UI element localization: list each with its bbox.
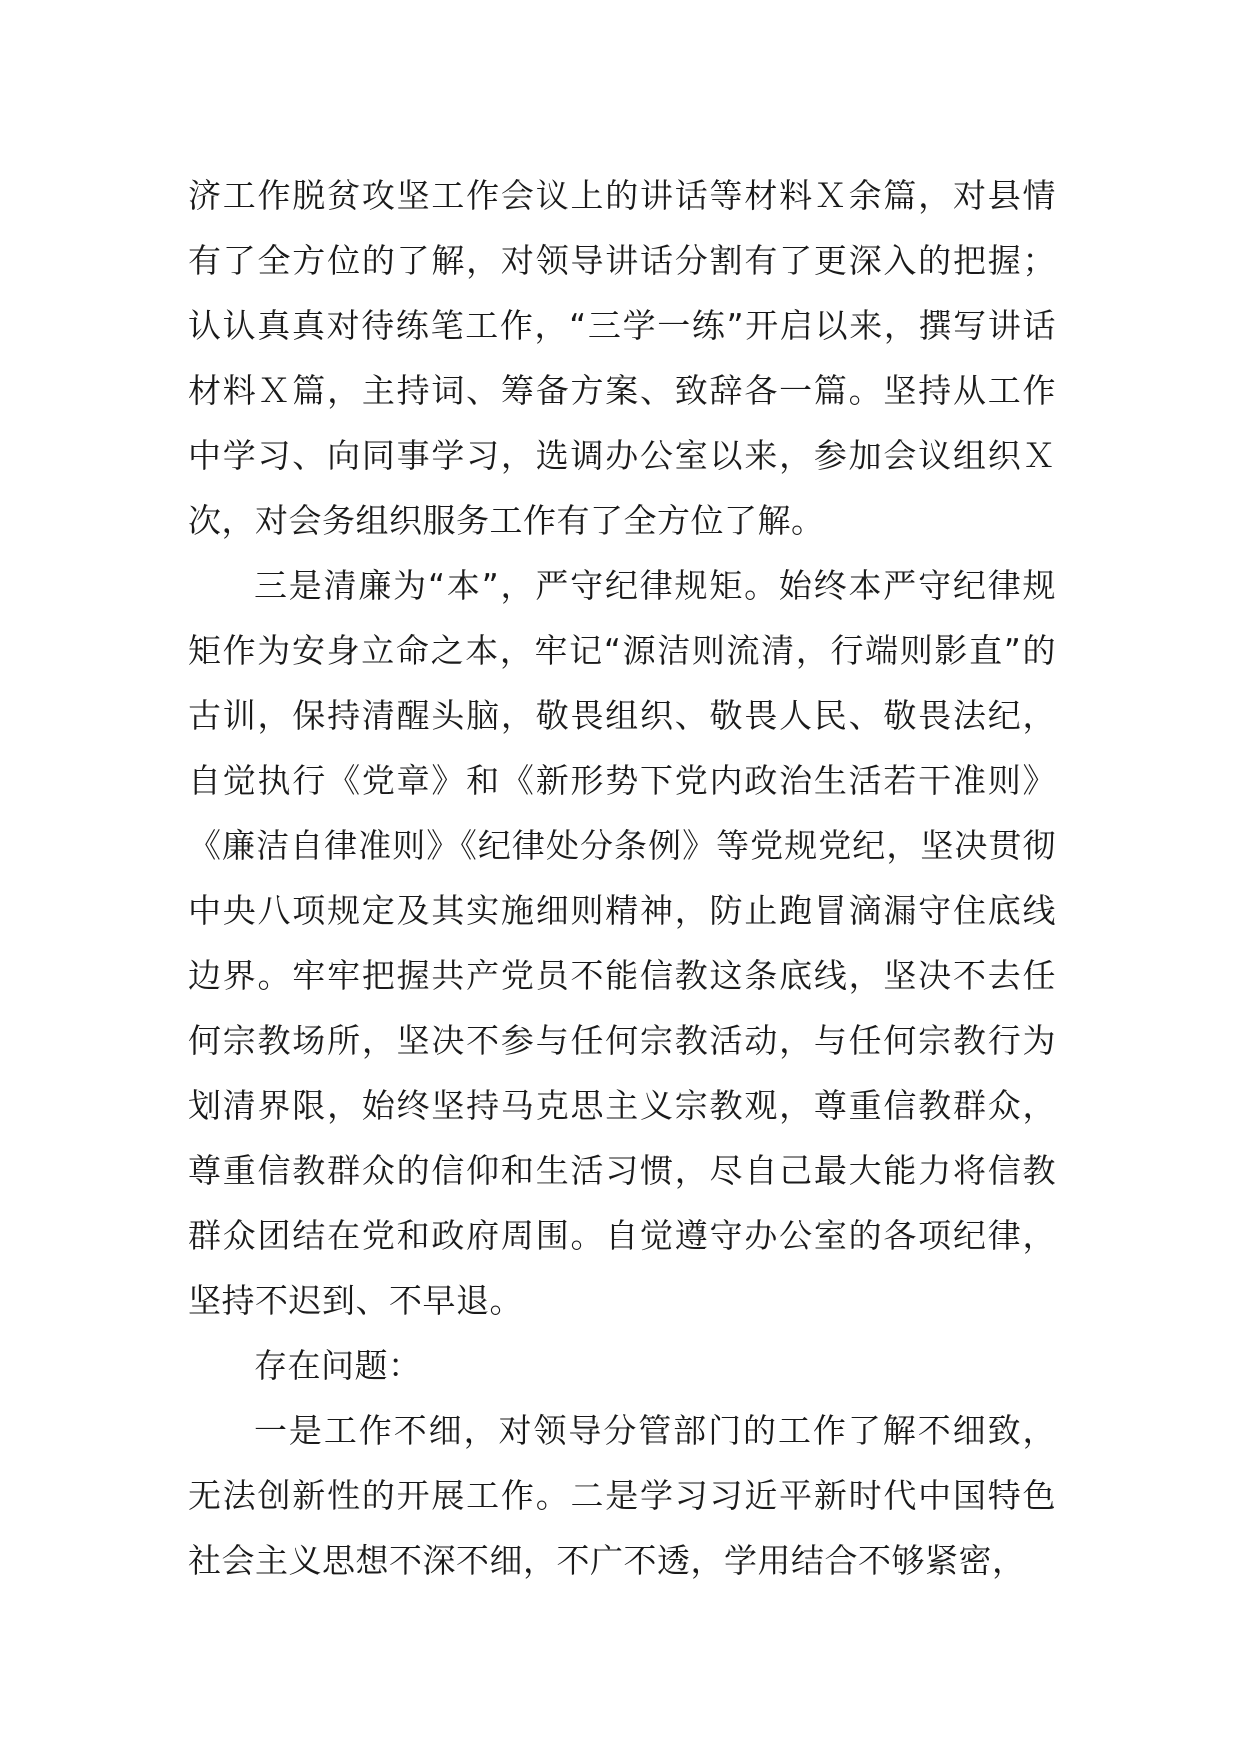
paragraph-integrity: 三是清廉为“本”，严守纪律规矩。始终本严守纪律规矩作为安身立命之本，牢记“源洁则流清，行端则影直”的古训，保持清醒头脑，敬畏组织、敬畏人民、敬畏法纪，自觉执行《党章》和《新形势下党内政治生活若干准则》《廉洁自律准则》《纪律处分条例》等党规党纪，坚决贯彻中央八项规定及其实施细则精神，防止跑冒滴漏守住底线边界。牢牢把握共产党员不能信教这条底线，坚决不去任何宗教场所，坚决不参与任何宗教活动，与任何宗教行为划清界限，始终坚持马克思主义宗教观，尊重信教群众，尊重信教群众的信仰和生活习惯，尽自己最大能力将信教群众团结在党和政府周围。自觉遵守办公室的各项纪律，坚持不迟到、不早退。 — [188, 566, 1056, 1320]
paragraph-problems-heading: 存在问题： — [254, 1346, 422, 1385]
document-body — [188, 163, 1056, 1593]
paragraph-problems-detail: 一是工作不细，对领导分管部门的工作了解不细致，无法创新性的开展工作。二是学习习近平新时代中国特色社会主义思想不深不细，不广不透，学用结合不够紧密， — [188, 1411, 1056, 1580]
paragraph-work-study: 济工作脱贫攻坚工作会议上的讲话等材料Ｘ余篇，对县情有了全方位的了解，对领导讲话分割有了更深入的把握；认认真真对待练笔工作，“三学一练”开启以来，撰写讲话材料Ｘ篇，主持词、筹备方案、致辞各一篇。坚持从工作中学习、向同事学习，选调办公室以来，参加会议组织Ｘ次，对会务组织服务工作有了全方位了解。 — [188, 176, 1056, 540]
